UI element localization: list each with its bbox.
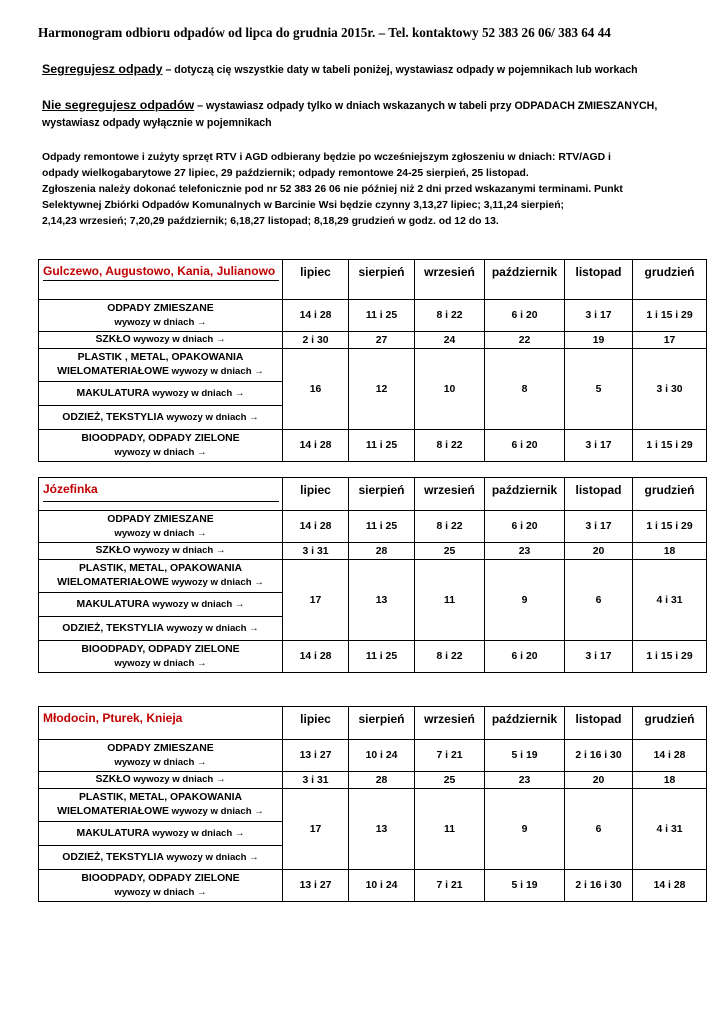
bio-waste-label: BIOODPADY, ODPADY ZIELONE wywozy w dniach → [39, 430, 283, 462]
mixed-waste-label: ODPADY ZMIESZANE wywozy w dniach → [39, 511, 283, 543]
date-cell: 1 i 15 i 29 [633, 511, 707, 543]
date-cell: 13 i 27 [283, 740, 349, 772]
textile-label: ODZIEŻ, TEKSTYLIA wywozy w dniach → [39, 846, 283, 870]
date-cell: 7 i 21 [415, 740, 485, 772]
month-header: wrzesień [415, 478, 485, 511]
mixed-waste-label: ODPADY ZMIESZANE wywozy w dniach → [39, 300, 283, 332]
month-header: grudzień [633, 707, 707, 740]
date-cell: 25 [415, 543, 485, 560]
date-cell: 14 i 28 [633, 740, 707, 772]
month-header: październik [485, 707, 565, 740]
date-cell: 14 i 28 [283, 430, 349, 462]
month-header: listopad [565, 478, 633, 511]
date-cell: 20 [565, 543, 633, 560]
date-cell: 9 [485, 560, 565, 641]
month-header: grudzień [633, 260, 707, 300]
no-segregation-text: – wystawiasz odpady tylko w dniach wskazanych w tabeli przy ODPADACH ZMIESZANYCH, [194, 100, 658, 112]
date-cell: 14 i 28 [283, 641, 349, 673]
month-header: sierpień [349, 478, 415, 511]
date-cell: 6 i 20 [485, 300, 565, 332]
date-cell: 8 i 22 [415, 641, 485, 673]
schedule-table-gulczewo [38, 259, 707, 462]
date-cell: 8 [485, 349, 565, 430]
location-name: Młodocin, Pturek, Knieja [39, 707, 283, 740]
month-header: wrzesień [415, 260, 485, 300]
segregation-text: – dotyczą cię wszystkie daty w tabeli poniżej, wystawiasz odpady w pojemnikach lub workach [162, 64, 638, 76]
no-segregation-text-2: wystawiasz odpady wyłącznie w pojemnikach [42, 117, 272, 129]
month-header: listopad [565, 260, 633, 300]
month-header: lipiec [283, 478, 349, 511]
notes-block [42, 150, 714, 230]
date-cell: 2 i 30 [283, 332, 349, 349]
date-cell: 23 [485, 772, 565, 789]
paper-label: MAKULATURA wywozy w dniach → [39, 593, 283, 617]
schedule-table-mlodocin [38, 706, 707, 902]
date-cell: 5 i 19 [485, 740, 565, 772]
plastic-label: PLASTIK, METAL, OPAKOWANIA WIELOMATERIAŁOWE wywozy w dniach → [39, 560, 283, 593]
bio-waste-label: BIOODPADY, ODPADY ZIELONE wywozy w dniach → [39, 641, 283, 673]
date-cell: 17 [283, 789, 349, 870]
date-cell: 20 [565, 772, 633, 789]
date-cell: 11 i 25 [349, 300, 415, 332]
date-cell: 7 i 21 [415, 870, 485, 902]
date-cell: 3 i 17 [565, 511, 633, 543]
date-cell: 11 i 25 [349, 641, 415, 673]
date-cell: 3 i 17 [565, 430, 633, 462]
date-cell: 11 i 25 [349, 511, 415, 543]
paper-label: MAKULATURA wywozy w dniach → [39, 822, 283, 846]
note-line: Odpady remontowe i zużyty sprzęt RTV i AGD odbierany będzie po wcześniejszym zgłoszeniu w dniach: RTV/AGD i [42, 152, 611, 163]
textile-label: ODZIEŻ, TEKSTYLIA wywozy w dniach → [39, 617, 283, 641]
mixed-waste-label: ODPADY ZMIESZANE wywozy w dniach → [39, 740, 283, 772]
date-cell: 14 i 28 [283, 300, 349, 332]
date-cell: 28 [349, 543, 415, 560]
glass-label: SZKŁO wywozy w dniach → [39, 332, 283, 349]
date-cell: 17 [283, 560, 349, 641]
date-cell: 8 i 22 [415, 511, 485, 543]
segregation-heading: Segregujesz odpady [42, 62, 163, 76]
date-cell: 11 [415, 789, 485, 870]
note-line: Selektywnej Zbiórki Odpadów Komunalnych w Barcinie Wsi będzie czynny 3,13,27 lipiec; 3,11,24 sierpień; [42, 200, 565, 211]
date-cell: 6 [565, 789, 633, 870]
month-header: październik [485, 478, 565, 511]
date-cell: 3 i 31 [283, 543, 349, 560]
date-cell: 3 i 17 [565, 300, 633, 332]
date-cell: 3 i 17 [565, 641, 633, 673]
date-cell: 8 i 22 [415, 300, 485, 332]
no-segregation-heading: Nie segregujesz odpadów [42, 98, 195, 112]
month-header: listopad [565, 707, 633, 740]
date-cell: 2 i 16 i 30 [565, 740, 633, 772]
note-line: Zgłoszenia należy dokonać telefonicznie pod nr 52 383 26 06 nie później niż 2 dni przed wskazanymi terminami. Punkt [42, 184, 623, 195]
date-cell: 5 i 19 [485, 870, 565, 902]
location-name: Józefinka [39, 478, 283, 511]
date-cell: 2 i 16 i 30 [565, 870, 633, 902]
note-line: 2,14,23 wrzesień; 7,20,29 październik; 6,18,27 listopad; 8,18,29 grudzień w godz. od 12 do 13. [42, 216, 499, 227]
page-title: Harmonogram odbioru odpadów od lipca do grudnia 2015r. – Tel. kontaktowy 52 383 26 06/ 383 64 44 [38, 25, 611, 40]
date-cell: 1 i 15 i 29 [633, 430, 707, 462]
month-header: lipiec [283, 707, 349, 740]
month-header: wrzesień [415, 707, 485, 740]
date-cell: 8 i 22 [415, 430, 485, 462]
month-header: październik [485, 260, 565, 300]
date-cell: 6 i 20 [485, 641, 565, 673]
date-cell: 19 [565, 332, 633, 349]
date-cell: 12 [349, 349, 415, 430]
date-cell: 6 i 20 [485, 430, 565, 462]
month-header: lipiec [283, 260, 349, 300]
paper-label: MAKULATURA wywozy w dniach → [39, 382, 283, 406]
location-name: Gulczewo, Augustowo, Kania, Julianowo [39, 260, 283, 300]
schedule-table-jozefinka [38, 477, 707, 673]
date-cell: 3 i 30 [633, 349, 707, 430]
date-cell: 10 [415, 349, 485, 430]
date-cell: 18 [633, 772, 707, 789]
date-cell: 3 i 31 [283, 772, 349, 789]
date-cell: 4 i 31 [633, 789, 707, 870]
plastic-label: PLASTIK, METAL, OPAKOWANIA WIELOMATERIAŁOWE wywozy w dniach → [39, 789, 283, 822]
month-header: grudzień [633, 478, 707, 511]
note-line: odpady wielkogabarytowe 27 lipiec, 29 październik; odpady remontowe 24-25 sierpień, 25 listopad. [42, 168, 529, 179]
date-cell: 1 i 15 i 29 [633, 641, 707, 673]
date-cell: 24 [415, 332, 485, 349]
date-cell: 10 i 24 [349, 870, 415, 902]
segregation-info [42, 61, 712, 79]
date-cell: 13 [349, 560, 415, 641]
date-cell: 17 [633, 332, 707, 349]
textile-label: ODZIEŻ, TEKSTYLIA wywozy w dniach → [39, 406, 283, 430]
date-cell: 1 i 15 i 29 [633, 300, 707, 332]
date-cell: 4 i 31 [633, 560, 707, 641]
date-cell: 13 [349, 789, 415, 870]
date-cell: 28 [349, 772, 415, 789]
bio-waste-label: BIOODPADY, ODPADY ZIELONE wywozy w dniach → [39, 870, 283, 902]
date-cell: 11 [415, 560, 485, 641]
month-header: sierpień [349, 707, 415, 740]
glass-label: SZKŁO wywozy w dniach → [39, 543, 283, 560]
date-cell: 27 [349, 332, 415, 349]
date-cell: 25 [415, 772, 485, 789]
date-cell: 10 i 24 [349, 740, 415, 772]
date-cell: 6 i 20 [485, 511, 565, 543]
date-cell: 18 [633, 543, 707, 560]
date-cell: 6 [565, 560, 633, 641]
date-cell: 13 i 27 [283, 870, 349, 902]
no-segregation-info [42, 97, 712, 132]
date-cell: 22 [485, 332, 565, 349]
date-cell: 9 [485, 789, 565, 870]
glass-label: SZKŁO wywozy w dniach → [39, 772, 283, 789]
date-cell: 14 i 28 [283, 511, 349, 543]
date-cell: 14 i 28 [633, 870, 707, 902]
date-cell: 23 [485, 543, 565, 560]
date-cell: 11 i 25 [349, 430, 415, 462]
month-header: sierpień [349, 260, 415, 300]
date-cell: 5 [565, 349, 633, 430]
plastic-label: PLASTIK , METAL, OPAKOWANIA WIELOMATERIAŁOWE wywozy w dniach → [39, 349, 283, 382]
date-cell: 16 [283, 349, 349, 430]
